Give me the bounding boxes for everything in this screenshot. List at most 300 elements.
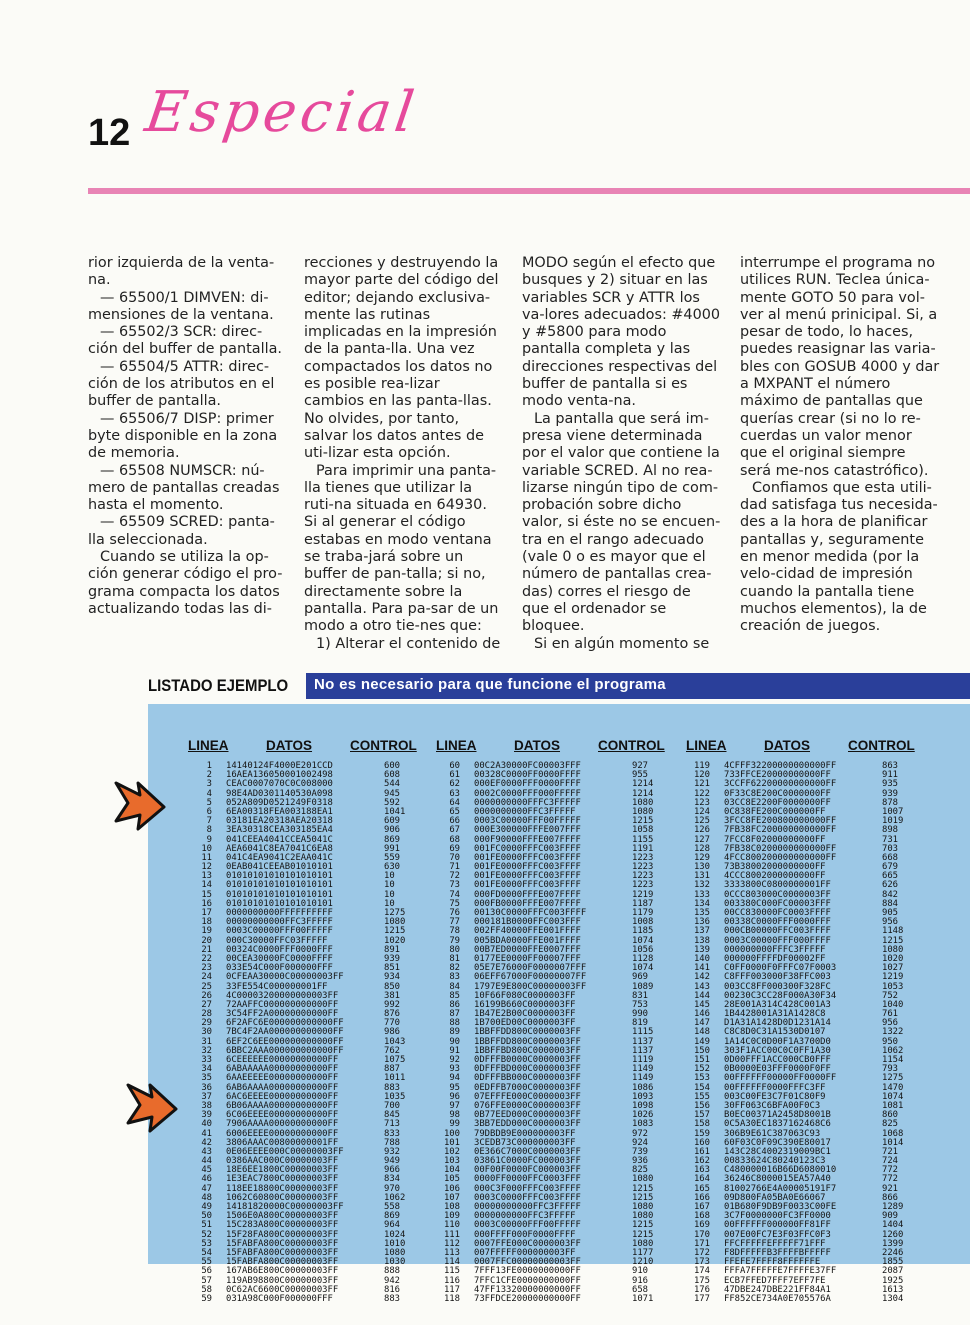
data-cell: 0007FFE000C0000003FF <box>474 1238 581 1249</box>
line-number: 124 <box>693 806 710 817</box>
data-cell: 0000000000FFFC3FFFFF <box>474 797 581 808</box>
line-number: 17 <box>201 908 212 918</box>
control-cell: 1215 <box>632 1220 654 1231</box>
line-number: 51 <box>201 1220 212 1231</box>
data-cell: 003CC8FF000300F328FC <box>724 981 831 992</box>
control-cell: 1035 <box>384 1091 406 1102</box>
control-cell: 1080 <box>384 1247 406 1258</box>
data-cell: 7FCC8F02000000000FF <box>724 834 826 845</box>
control-cell: 1024 <box>384 1229 406 1240</box>
data-cell: 6EA00318FEA003188EA1 <box>226 806 333 817</box>
listing-header <box>188 738 438 756</box>
line-number: 94 <box>449 1073 460 1084</box>
listing-rows <box>188 762 438 1304</box>
arrow-pointer-icon <box>110 773 170 833</box>
line-number: 161 <box>693 1146 710 1157</box>
line-number: 132 <box>693 880 710 891</box>
control-cell: 1115 <box>632 1027 654 1038</box>
control-cell: 910 <box>632 1266 649 1277</box>
data-cell: 09D800FA05BA0E66067 <box>724 1192 826 1203</box>
line-number: 122 <box>693 788 710 799</box>
control-cell: 1275 <box>882 1073 904 1084</box>
control-cell: 1210 <box>632 1257 654 1268</box>
data-cell: 33FE554C000000001FF <box>226 981 328 992</box>
control-cell: 731 <box>882 834 899 845</box>
control-cell: 927 <box>632 761 649 771</box>
line-number: 82 <box>449 963 460 974</box>
data-cell: 000FB0000FFFE007FFFF <box>474 898 581 909</box>
data-cell: 733FFCE20000000000FF <box>724 770 831 781</box>
line-number: 19 <box>201 926 212 937</box>
line-number: 121 <box>693 779 710 790</box>
data-cell: 7FB38FC200000000000FF <box>724 825 837 836</box>
control-cell: 770 <box>384 1018 401 1029</box>
control-cell: 721 <box>882 1146 899 1157</box>
line-number: 163 <box>693 1165 710 1176</box>
line-number: 20 <box>201 935 212 946</box>
line-number: 126 <box>693 825 710 836</box>
data-cell: 6AC6EEEE00000000000FF <box>226 1091 339 1102</box>
line-number: 104 <box>443 1165 460 1176</box>
control-cell: 1128 <box>632 953 654 964</box>
line-number: 29 <box>201 1018 212 1029</box>
line-number: 175 <box>693 1275 710 1286</box>
line-number: 171 <box>693 1238 710 1249</box>
paragraph: 1) Alterar el contenido de <box>316 635 501 652</box>
line-number: 6 <box>206 806 212 817</box>
control-cell: 739 <box>632 1146 649 1157</box>
control-cell: 1185 <box>632 926 654 937</box>
data-cell: 000EF0000FFF0000FFFF <box>474 779 581 790</box>
data-cell: 6EF2C6EE000000000000FF <box>226 1036 344 1047</box>
paragraph: — 65502/3 SCR: direc-ción del buffer de pantalla. <box>88 324 282 358</box>
data-cell: 003380C000FC00003FFF <box>724 898 831 909</box>
line-number: 73 <box>449 880 460 891</box>
control-cell: 1219 <box>632 889 654 900</box>
line-number: 92 <box>449 1055 460 1065</box>
data-cell: 1797E9E800C00000003FF <box>474 981 587 992</box>
control-cell: 869 <box>384 1211 401 1222</box>
control-cell: 936 <box>632 1156 649 1167</box>
data-cell: 0C62AC6600C00000003FF <box>226 1284 339 1295</box>
line-number: 131 <box>693 871 710 882</box>
line-number: 50 <box>201 1211 212 1222</box>
line-number: 78 <box>449 926 460 937</box>
data-cell: 00338C0000FFF0000FFF <box>724 917 831 928</box>
control-cell: 906 <box>384 825 401 836</box>
control-cell: 891 <box>384 944 401 955</box>
line-number: 141 <box>693 963 710 974</box>
text-column <box>522 255 722 653</box>
control-cell: 949 <box>384 1156 401 1167</box>
text-column <box>88 255 288 618</box>
line-number: 110 <box>443 1220 460 1231</box>
control-cell: 762 <box>384 1045 401 1056</box>
control-cell: 1019 <box>882 816 904 827</box>
line-number: 74 <box>449 889 460 900</box>
control-cell: 793 <box>882 1064 899 1075</box>
control-cell: 1089 <box>632 981 654 992</box>
control-cell: 1098 <box>632 1100 654 1111</box>
control-cell: 833 <box>384 1128 401 1139</box>
line-number: 28 <box>201 1009 212 1020</box>
control-cell: 860 <box>882 1110 899 1121</box>
line-number: 158 <box>693 1119 710 1130</box>
data-cell: 05E7E76000F0000007FFF <box>474 963 587 974</box>
control-cell: 608 <box>384 770 401 781</box>
data-cell: 00CEA30000FC0000FFFF <box>226 953 333 964</box>
control-cell: 1219 <box>882 972 904 983</box>
control-cell: 992 <box>384 999 401 1010</box>
paragraph: — 65504/5 ATTR: direc-ción de los atributos en el buffer de pantalla. <box>88 358 275 410</box>
control-cell: 1215 <box>632 1229 654 1240</box>
control-cell: 1068 <box>882 1128 904 1139</box>
line-number: 170 <box>693 1229 710 1240</box>
line-number: 56 <box>201 1266 212 1277</box>
data-cell: 00FFFFFF0000FFFC3FF <box>724 1082 826 1093</box>
line-number: 86 <box>449 999 460 1010</box>
line-number: 167 <box>693 1202 710 1212</box>
data-cell: 1BBFFDD800C0000003FF <box>474 1027 581 1038</box>
data-cell: 052A809D0521249F0318 <box>226 797 333 808</box>
line-number: 67 <box>449 825 460 836</box>
data-cell: 81002766E4A00005191F7 <box>724 1183 837 1194</box>
control-cell: 10 <box>384 898 395 909</box>
data-cell: 07EFFFE000C0000003FF <box>474 1091 581 1102</box>
line-number: 22 <box>201 953 212 964</box>
data-cell: 0000FF0000FFC0003FFF <box>474 1174 581 1185</box>
data-cell: 0C838FE200C000000FF <box>724 806 826 817</box>
data-cell: 0003C00000FFF00FFFFF <box>474 816 581 827</box>
data-cell: 0003C00000FFF00FFFFF <box>474 1220 581 1231</box>
data-cell: 0CFEAA30000C00000003FF <box>226 972 344 983</box>
line-number: 89 <box>449 1027 460 1038</box>
control-cell: 752 <box>882 990 899 1001</box>
data-cell: 3CEDB73C000000003FF <box>474 1137 576 1148</box>
data-cell: 6ABAAAAA00000000000FF <box>226 1064 339 1075</box>
line-number: 150 <box>693 1045 710 1056</box>
data-cell: 000CB00000FFC003FFFF <box>724 926 831 937</box>
article-body <box>88 255 960 652</box>
control-cell: 1074 <box>882 1091 904 1102</box>
control-cell: 1149 <box>632 1064 654 1075</box>
control-cell: 878 <box>882 797 899 808</box>
paragraph: — 65508 NUMSCR: nú-mero de pantallas creadas hasta el momento. <box>88 462 280 514</box>
line-number: 101 <box>443 1137 460 1148</box>
header-data: DATOS <box>764 738 811 753</box>
line-number: 64 <box>449 797 460 808</box>
control-cell: 1007 <box>882 806 904 817</box>
line-number: 125 <box>693 816 710 827</box>
data-cell: 001FE0000FFFC003FFFF <box>474 862 581 873</box>
line-number: 21 <box>201 944 212 955</box>
control-cell: 955 <box>632 770 649 781</box>
control-cell: 724 <box>882 1156 899 1167</box>
line-number: 4 <box>206 788 212 799</box>
line-number: 34 <box>201 1064 212 1075</box>
listing-table <box>436 738 686 1304</box>
listing-row <box>436 1295 686 1304</box>
line-number: 42 <box>201 1137 212 1148</box>
header-control: CONTROL <box>848 738 915 753</box>
listing-banner-text: No es necesario para que funcione el programa <box>314 676 666 693</box>
line-number: 162 <box>693 1156 710 1167</box>
line-number: 30 <box>201 1027 212 1038</box>
line-number: 115 <box>443 1266 460 1277</box>
line-number: 100 <box>443 1128 460 1139</box>
control-cell: 1040 <box>882 999 904 1010</box>
control-cell: 972 <box>632 1128 649 1139</box>
paragraph: La pantalla que será im-presa viene determinada por el valor que contiene la variable SCRED. Al no rea-lizarse ningún tipo de com-probación sobre dicho valor, si éste no se encuen-tra en el rango adecuado (vale 0 o es mayor que el número de pantallas crea-das) corres el riesgo de que el ordenador se bloquee. <box>522 410 721 635</box>
line-number: 113 <box>443 1247 460 1258</box>
line-number: 38 <box>201 1100 212 1111</box>
line-number: 10 <box>201 843 212 854</box>
control-cell: 921 <box>882 1183 899 1194</box>
line-number: 133 <box>693 889 710 900</box>
control-cell: 816 <box>384 1284 401 1295</box>
line-number: 96 <box>449 1091 460 1102</box>
control-cell: 834 <box>384 1174 401 1185</box>
control-cell: 1080 <box>384 917 406 928</box>
data-cell: 1B4428001A31A1428C8 <box>724 1009 826 1020</box>
line-number: 155 <box>693 1091 710 1102</box>
line-number: 152 <box>693 1064 710 1075</box>
control-cell: 1041 <box>384 806 406 817</box>
line-number: 5 <box>206 797 212 808</box>
control-cell: 845 <box>384 1110 401 1121</box>
data-cell: 3CCFF62200000000000FF <box>724 779 837 790</box>
data-cell: 6006EEEE00000000000FF <box>226 1128 339 1139</box>
line-number: 53 <box>201 1238 212 1249</box>
control-cell: 1137 <box>632 1036 654 1047</box>
data-cell: 3333800C0800000001FF <box>724 880 831 891</box>
listing-header <box>436 738 686 756</box>
line-number: 118 <box>443 1293 460 1304</box>
control-cell: 1014 <box>882 1137 904 1148</box>
data-cell: 98E4AD0301140530A098 <box>226 788 333 799</box>
line-number: 75 <box>449 898 460 909</box>
line-number: 3 <box>206 779 212 790</box>
line-number: 57 <box>201 1275 212 1286</box>
control-cell: 1081 <box>882 1100 904 1111</box>
line-number: 39 <box>201 1110 212 1121</box>
control-cell: 966 <box>384 1165 401 1176</box>
control-cell: 1137 <box>632 1045 654 1056</box>
line-number: 52 <box>201 1229 212 1240</box>
data-cell: 0000000000FFFFFFFFFF <box>226 908 333 918</box>
line-number: 79 <box>449 935 460 946</box>
line-number: 44 <box>201 1156 212 1167</box>
control-cell: 1215 <box>632 1192 654 1203</box>
line-number: 72 <box>449 871 460 882</box>
data-cell: 3806AAAC00800000001FF <box>226 1137 339 1148</box>
code-listing-panel <box>148 704 970 1304</box>
control-cell: 544 <box>384 779 401 790</box>
line-number: 40 <box>201 1119 212 1130</box>
data-cell: 0003C00000FFF00FFFFF <box>226 926 333 937</box>
line-number: 130 <box>693 862 710 873</box>
line-number: 116 <box>443 1275 460 1286</box>
header-control: CONTROL <box>598 738 665 753</box>
data-cell: 03181EA20318AEA20318 <box>226 816 333 827</box>
control-cell: 1154 <box>882 1055 904 1065</box>
line-number: 166 <box>693 1192 710 1203</box>
line-number: 49 <box>201 1202 212 1212</box>
data-cell: 01010101010101010101 <box>226 898 333 909</box>
data-cell: 47FF13320000000000FF <box>474 1284 581 1295</box>
line-number: 81 <box>449 953 460 964</box>
control-cell: 1925 <box>882 1275 904 1286</box>
data-cell: 28E001A314C428C001A3 <box>724 999 831 1010</box>
data-cell: 16AEA136050001002498 <box>226 770 333 781</box>
line-number: 172 <box>693 1247 710 1258</box>
control-cell: 1080 <box>632 1211 654 1222</box>
control-cell: 713 <box>384 1119 401 1130</box>
line-number: 60 <box>449 761 460 771</box>
control-cell: 1093 <box>632 1091 654 1102</box>
line-number: 59 <box>201 1293 212 1304</box>
control-cell: 990 <box>632 1009 649 1020</box>
control-cell: 1613 <box>882 1284 904 1295</box>
line-number: 16 <box>201 898 212 909</box>
paragraph: rior izquierda de la venta-na. <box>88 255 275 289</box>
data-cell: 73B38002000000000FF <box>724 862 826 873</box>
line-number: 137 <box>693 926 710 937</box>
line-number: 103 <box>443 1156 460 1167</box>
line-number: 33 <box>201 1055 212 1065</box>
data-cell: 6AAEEEEE00000000000FF <box>226 1073 339 1084</box>
line-number: 71 <box>449 862 460 873</box>
data-cell: 15C283A800C00000003FF <box>226 1220 339 1231</box>
line-number: 99 <box>449 1119 460 1130</box>
control-cell: 1260 <box>882 1229 904 1240</box>
line-number: 106 <box>443 1183 460 1194</box>
control-cell: 1119 <box>632 1055 654 1065</box>
control-cell: 1020 <box>882 953 904 964</box>
header-data: DATOS <box>514 738 561 753</box>
control-cell: 935 <box>882 779 899 790</box>
data-cell: 119AB98800C00000003FF <box>226 1275 339 1286</box>
data-cell: 1E3EAC7800C00000003FF <box>226 1174 339 1185</box>
control-cell: 668 <box>882 852 899 863</box>
line-number: 149 <box>693 1036 710 1047</box>
data-cell: 01B680F9DB9F0033C00FE <box>724 1202 837 1212</box>
control-cell: 658 <box>632 1284 649 1295</box>
data-cell: 7FFC1CFE0000000000FF <box>474 1275 581 1286</box>
control-cell: 1177 <box>632 1247 654 1258</box>
data-cell: FFFA7FFFFFE7FFFFE37FF <box>724 1266 837 1277</box>
data-cell: 0DFFFBD000C0000003FF <box>474 1064 581 1075</box>
line-number: 58 <box>201 1284 212 1295</box>
control-cell: 1855 <box>882 1257 904 1268</box>
line-number: 27 <box>201 999 212 1010</box>
control-cell: 924 <box>632 1137 649 1148</box>
line-number: 154 <box>693 1082 710 1093</box>
data-cell: 16199B660C0000003FF <box>474 999 576 1010</box>
data-cell: 0007FFC00000000003FF <box>474 1257 581 1268</box>
data-cell: 03861C0000FC000003FF <box>474 1156 581 1167</box>
data-cell: 4C00003200000000003FF <box>226 990 339 1001</box>
control-cell: 1215 <box>882 935 904 946</box>
line-number: 136 <box>693 917 710 928</box>
control-cell: 850 <box>384 981 401 992</box>
control-cell: 559 <box>384 852 401 863</box>
control-cell: 888 <box>384 1266 401 1277</box>
line-number: 36 <box>201 1082 212 1093</box>
data-cell: 003C00FE3C7F01C80F9 <box>724 1091 826 1102</box>
control-cell: 1020 <box>384 935 406 946</box>
data-cell: 6BBC2AAA000000000000FF <box>226 1045 344 1056</box>
data-cell: FFCFFFFFEFFFFF71FFF <box>724 1238 826 1249</box>
data-cell: 00833624C80240123C3 <box>724 1156 826 1167</box>
line-number: 105 <box>443 1174 460 1185</box>
line-number: 127 <box>693 834 710 845</box>
line-number: 88 <box>449 1018 460 1029</box>
line-number: 140 <box>693 953 710 964</box>
data-cell: 00FFFFFF00000FF0000FF <box>724 1073 837 1084</box>
data-cell: FF852CE734A0E705576A <box>724 1293 831 1304</box>
line-number: 7 <box>206 816 212 827</box>
line-number: 48 <box>201 1192 212 1203</box>
line-number: 168 <box>693 1211 710 1222</box>
control-cell: 1399 <box>882 1238 904 1249</box>
data-cell: 01010101010101010101 <box>226 871 333 882</box>
line-number: 112 <box>443 1238 460 1249</box>
data-cell: 000C3F000FFFC003FFFF <box>474 1183 581 1194</box>
line-number: 134 <box>693 898 710 909</box>
control-cell: 1062 <box>384 1192 406 1203</box>
control-cell: 883 <box>384 1293 401 1304</box>
control-cell: 1080 <box>882 944 904 955</box>
line-number: 32 <box>201 1045 212 1056</box>
control-cell: 1215 <box>384 926 406 937</box>
line-number: 153 <box>693 1073 710 1084</box>
control-cell: 679 <box>882 862 899 873</box>
control-cell: 2246 <box>882 1247 904 1258</box>
control-cell: 772 <box>882 1174 899 1185</box>
control-cell: 381 <box>384 990 401 1001</box>
line-number: 35 <box>201 1073 212 1084</box>
control-cell: 1011 <box>384 1073 406 1084</box>
control-cell: 558 <box>384 1202 401 1212</box>
data-cell: 076FFE0000C0000003FF <box>474 1100 581 1111</box>
line-number: 62 <box>449 779 460 790</box>
control-cell: 1080 <box>632 1238 654 1249</box>
line-number: 144 <box>693 990 710 1001</box>
data-cell: 00C2A30000FC00003FFF <box>474 761 581 771</box>
control-cell: 1083 <box>632 1119 654 1130</box>
line-number: 139 <box>693 944 710 955</box>
listing-banner <box>306 673 970 699</box>
data-cell: 0000000000FFC3FFFFF <box>474 806 576 817</box>
control-cell: 1074 <box>632 963 654 974</box>
data-cell: 01010101010101010101 <box>226 880 333 891</box>
line-number: 173 <box>693 1257 710 1268</box>
page-number: 12 <box>88 112 131 154</box>
control-cell: 1062 <box>882 1045 904 1056</box>
listing-table <box>686 738 936 1304</box>
data-cell: 18E6EE1800C00000003FF <box>226 1165 339 1176</box>
line-number: 114 <box>443 1257 460 1268</box>
data-cell: 15F28FA800C00000003FF <box>226 1229 339 1240</box>
listing-header <box>686 738 936 756</box>
control-cell: 964 <box>384 1220 401 1231</box>
control-cell: 956 <box>882 1018 899 1029</box>
paragraph: MODO según el efecto que busques y 2) situar en las variables SCR y ATTR los va-lores adecuados: #4000 y #5800 para modo pantalla completa y las direcciones respectivas del buffer de pantalla si es modo venta-na. <box>522 255 721 410</box>
line-number: 8 <box>206 825 212 836</box>
data-cell: 000000000FFFC3FFFFF <box>724 944 826 955</box>
line-number: 41 <box>201 1128 212 1139</box>
